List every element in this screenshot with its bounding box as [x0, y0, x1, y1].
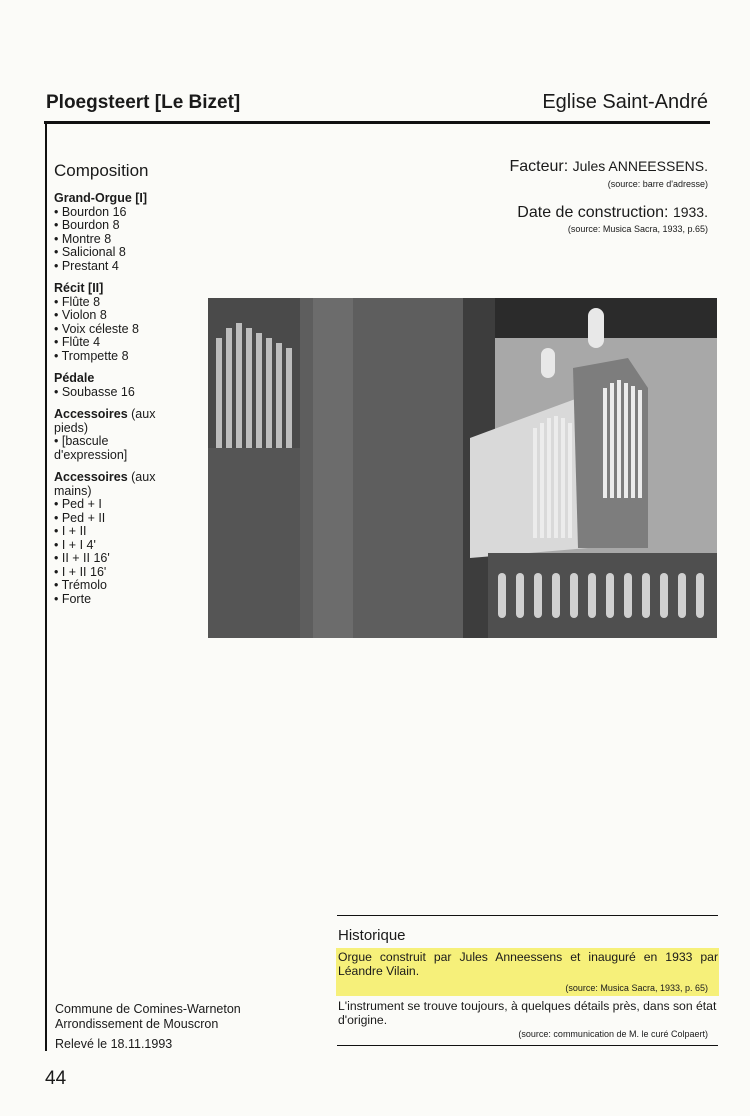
facteur-label: Facteur: [509, 158, 569, 175]
organ-photo [208, 298, 717, 638]
stop-item: • Violon 8 [54, 308, 107, 322]
composition-section-heading [54, 372, 184, 386]
facteur-value: Jules ANNEESSENS. [572, 158, 708, 174]
arrondissement-name: Arrondissement de Mouscron [55, 1017, 219, 1031]
stop-item: • Bourdon 8 [54, 218, 120, 232]
section-suffix: (aux pieds) [54, 407, 156, 435]
historique-source-2: (source: communication de M. le curé Colpaert) [518, 1029, 708, 1039]
left-margin-rule [45, 121, 47, 1051]
page-number: 44 [45, 1068, 67, 1089]
stop-item: • [bascule d'expression] [54, 434, 128, 462]
date-source: (source: Musica Sacra, 1933, p.65) [567, 224, 708, 234]
historique-bottom-rule [337, 1045, 718, 1046]
facteur-source: (source: barre d'adresse) [607, 179, 708, 189]
commune-name: Commune de Comines-Warneton [55, 1002, 241, 1016]
facteur-line [509, 158, 708, 176]
header-divider [44, 121, 710, 124]
composition-section-heading [54, 471, 184, 498]
section-name: Accessoires [54, 470, 128, 484]
composition-section-heading [54, 282, 184, 296]
stop-item: • Prestant 4 [54, 258, 119, 273]
stop-item: • Trémolo [54, 578, 108, 592]
section-name: Accessoires [54, 407, 128, 421]
stop-item: • I + II 16' [54, 564, 107, 579]
stop-item: • Ped + I [54, 497, 102, 511]
commune-block [55, 1002, 241, 1032]
historique-paragraph-2: L'instrument se trouve toujours, à quelques détails près, dans son état d'origine. [338, 999, 717, 1027]
stop-item: • I + II [54, 524, 87, 538]
organ-photo-drawing [208, 298, 717, 638]
stop-item: • II + II 16' [54, 551, 110, 565]
date-line [517, 204, 708, 222]
stop-item: • Soubasse 16 [54, 384, 135, 399]
historique-source-1: (source: Musica Sacra, 1933, p. 65) [565, 983, 708, 993]
stop-item: • Ped + II [54, 510, 106, 525]
stop-item: • Voix céleste 8 [54, 321, 139, 336]
composition-title: Composition [54, 161, 149, 180]
stop-item: • Trompette 8 [54, 348, 129, 363]
historique-paragraph-1: Orgue construit par Jules Anneessens et inauguré en 1933 par Léandre Vilain. [338, 950, 718, 978]
stop-item: • Forte [54, 591, 92, 606]
historique-title: Historique [338, 927, 406, 944]
stop-item: • I + I 4' [54, 537, 96, 552]
section-name: Pédale [54, 371, 95, 385]
date-value: 1933. [672, 204, 708, 220]
section-suffix: (aux mains) [54, 470, 156, 498]
section-name: Récit [II] [54, 281, 104, 295]
historique-top-rule [337, 915, 718, 916]
composition-section-heading [54, 408, 184, 435]
composition-list [54, 192, 184, 606]
stop-item: • Salicional 8 [54, 245, 126, 259]
stop-item: • Bourdon 16 [54, 204, 127, 219]
header-location: Ploegsteert [Le Bizet] [46, 92, 241, 113]
stop-item: • Flûte 8 [54, 294, 101, 309]
releve-date: Relevé le 18.11.1993 [55, 1037, 173, 1051]
stop-item: • Flûte 4 [54, 335, 101, 349]
stop-item: • Montre 8 [54, 231, 112, 246]
header-church: Eglise Saint-André [542, 91, 708, 113]
composition-section-heading [54, 192, 184, 206]
date-label: Date de construction: [517, 204, 669, 221]
section-name: Grand-Orgue [I] [54, 191, 148, 205]
